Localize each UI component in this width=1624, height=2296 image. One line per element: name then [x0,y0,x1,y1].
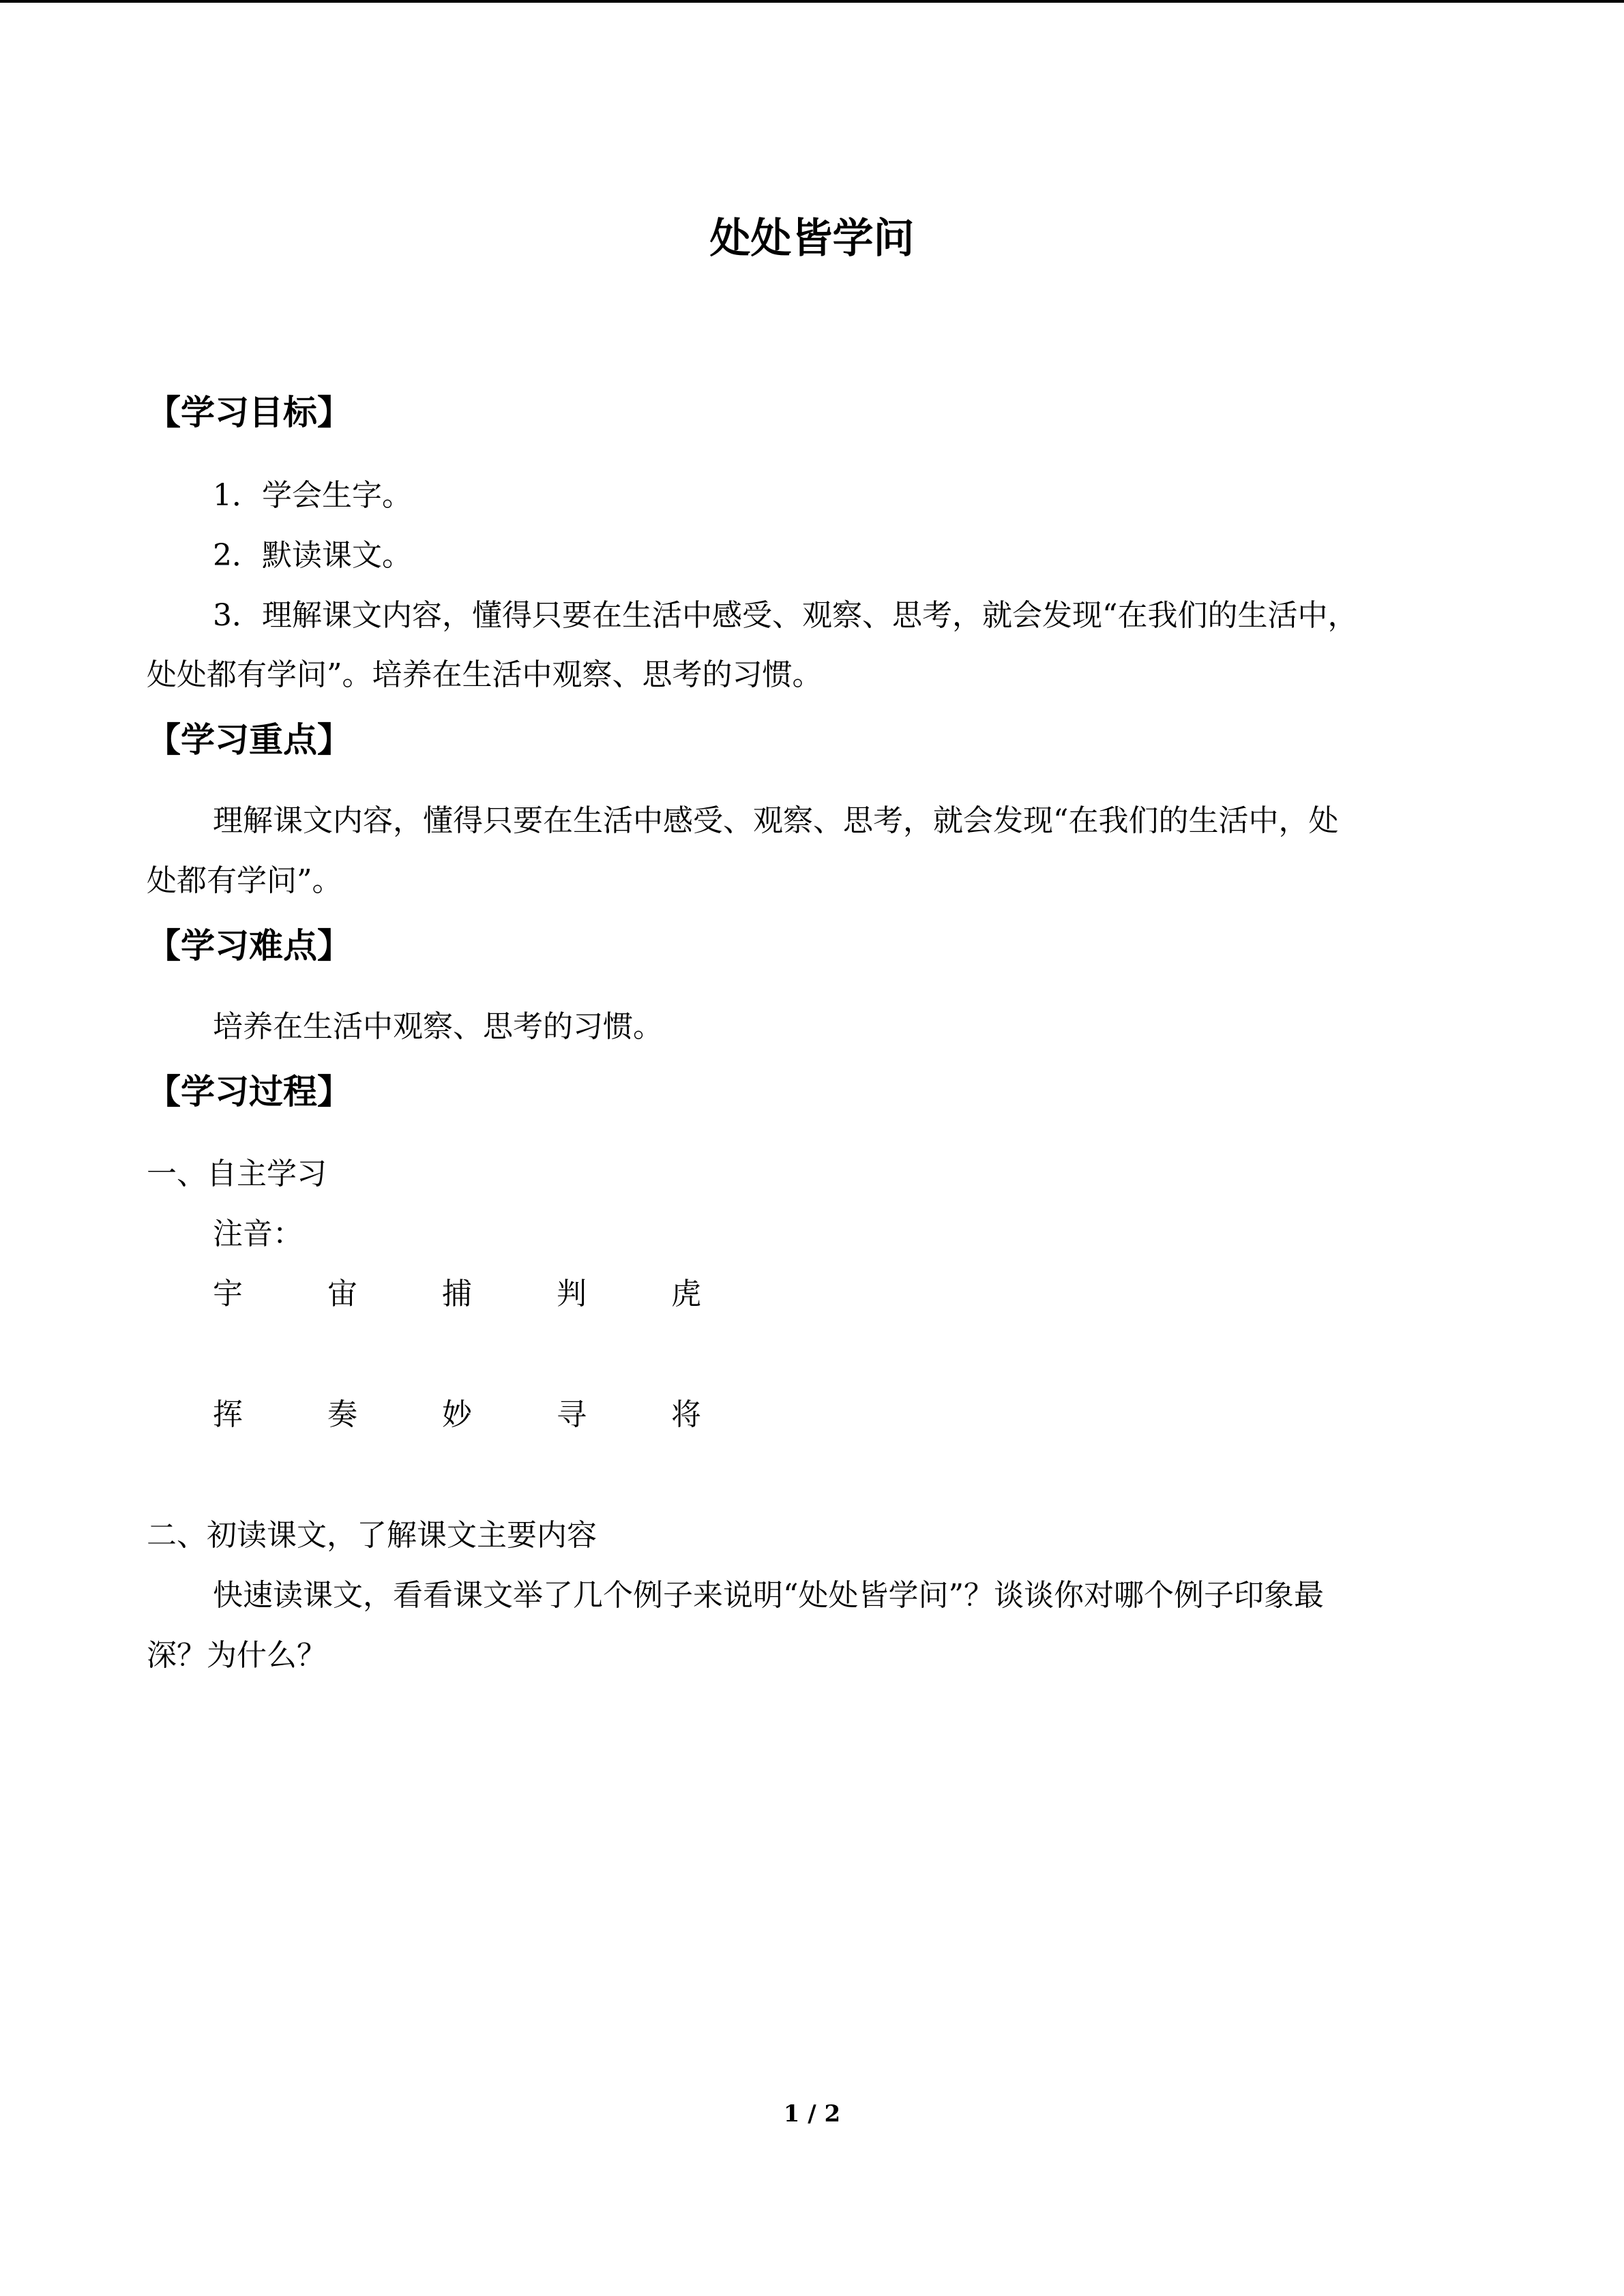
goal-item-3-continued: 处处都有学问”。培养在生活中观察、思考的习惯。 [147,657,823,692]
character: 妙 [442,1397,472,1432]
top-border [0,0,1624,3]
key-points-line-1: 理解课文内容，懂得只要在生活中感受、观察、思考，就会发现“在我们的生活中，处 [213,803,1339,838]
character: 寻 [557,1397,587,1432]
character-row-1 [213,1274,786,1315]
pinyin-label: 注音： [213,1217,303,1251]
page-title: 处处皆学问 [709,215,915,263]
character: 奏 [327,1397,357,1432]
goal-item-1: 1．学会生字。 [213,478,412,513]
difficulties-line-1: 培养在生活中观察、思考的习惯。 [213,1009,663,1044]
character: 挥 [213,1397,243,1432]
first-reading-line-2: 深？为什么？ [147,1638,327,1673]
goal-item-2: 2．默读课文。 [213,538,412,573]
first-reading-title: 二、初读课文，了解课文主要内容 [147,1518,597,1553]
character: 捕 [442,1277,472,1311]
character: 判 [557,1277,587,1311]
goal-item-3: 3．理解课文内容，懂得只要在生活中感受、观察、思考，就会发现“在我们的生活中， [213,598,1358,633]
process-heading: 【学习过程】 [147,1072,351,1112]
character: 宇 [213,1277,243,1311]
goals-heading: 【学习目标】 [147,393,351,432]
key-points-line-2: 处都有学问”。 [147,863,342,898]
key-points-heading: 【学习重点】 [147,720,351,760]
difficulties-heading: 【学习难点】 [147,926,351,966]
first-reading-line-1: 快速读课文，看看课文举了几个例子来说明“处处皆学问”？谈谈你对哪个例子印象最 [213,1578,1324,1613]
character: 宙 [327,1277,357,1311]
character: 虎 [671,1277,701,1311]
character: 将 [671,1397,701,1432]
self-study-title: 一、自主学习 [147,1157,327,1191]
page-number: 1 / 2 [783,2100,841,2128]
character-row-2 [213,1395,786,1435]
